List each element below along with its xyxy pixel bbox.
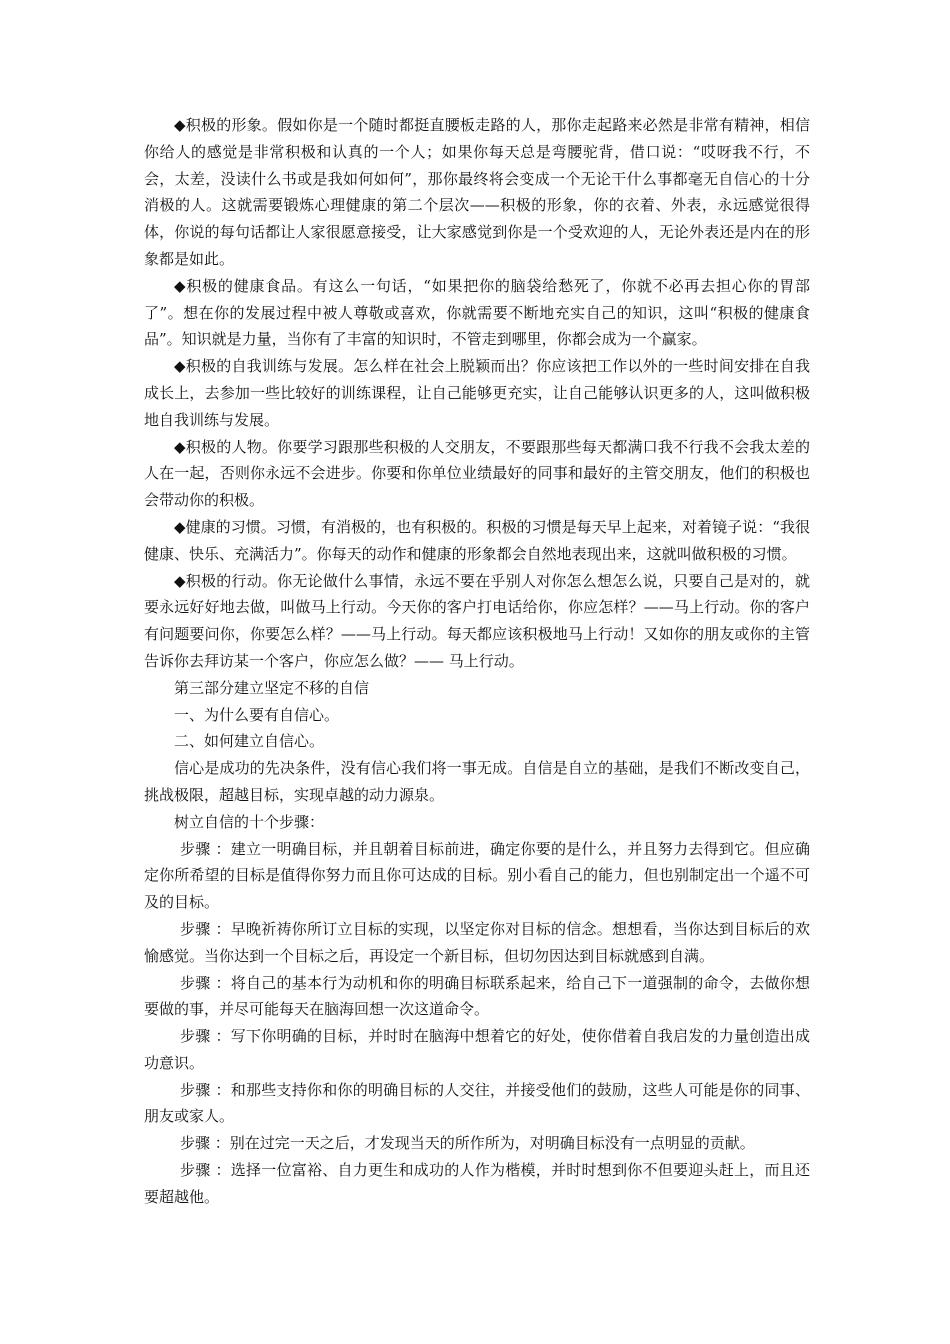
step-item: 步骤 ：将自己的基本行为动机和你的明确目标联系起来，给自己下一道强制的命令，去做你想要做的事，并尽可能每天在脑海回想一次这道命令。 xyxy=(144,973,810,1019)
step-item: 步骤 ：选择一位富裕、自力更生和成功的人作为楷模，并时时想到你不但要迎头赶上，而且还要超越他。 xyxy=(144,1161,810,1206)
subheading-why-confidence: 一、为什么要有自信心。 xyxy=(174,705,340,724)
step-item: 步骤 ：和那些支持你和你的明确目标的人交往，并接受他们的鼓励，这些人可能是你的同事、朋友或家人。 xyxy=(144,1080,810,1126)
section-heading: 第三部分建立坚定不移的自信 xyxy=(174,678,370,697)
paragraph-self-training: ◆积极的自我训练与发展。怎么样在社会上脱颖而出？你应该把工作以外的一些时间安排在自我成长上，去参加一些比较好的训练课程，让自己能够更充实，让自己能够认识更多的人，这叫做积极地自我训练与发展。 xyxy=(144,357,810,429)
step-item: 步骤 ：写下你明确的目标，并时时在脑海中想着它的好处，使你借着自我启发的力量创造出成功意识。 xyxy=(144,1027,810,1072)
paragraph-positive-image: ◆积极的形象。假如你是一个随时都挺直腰板走路的人，那你走起路来必然是非常有精神，相信你给人的感觉是非常积极和认真的一个人；如果你每天总是弯腰驼背，借口说：“哎呀我不行，不会，太差，没读什么书或是我如何如何”，那你最终将会变成一个无论干什么事都毫无自信心的十分消极的人。这就需要锻炼心理健康的第二个层次——积极的形象，你的衣着、外表，永远感觉很得体，你说的每句话都让人家很愿意接受，让大家感觉到你是一个受欢迎的人，无论外表还是内在的形象都是如此。 xyxy=(144,116,810,268)
paragraph-ten-steps-intro: 树立自信的十个步骤： xyxy=(174,812,325,831)
document-page xyxy=(144,112,810,1211)
step-item: 步骤 ：早晚祈祷你所订立目标的实现，以坚定你对目标的信念。想想看，当你达到目标后的欢愉感觉。当你达到一个目标之后，再设定一个新目标，但切勿因达到目标就感到自满。 xyxy=(144,919,810,965)
paragraph-healthy-habits: ◆健康的习惯。习惯，有消极的，也有积极的。积极的习惯是每天早上起来，对着镜子说：“我很健康、快乐、充满活力”。你每天的动作和健康的形象都会自然地表现出来，这就叫做积极的习惯。 xyxy=(144,517,810,563)
step-item: 步骤 ：别在过完一天之后，才发现当天的所作所为，对明确目标没有一点明显的贡献。 xyxy=(180,1134,755,1153)
paragraph-positive-people: ◆积极的人物。你要学习跟那些积极的人交朋友，不要跟那些每天都满口我不行我不会我太差的人在一起，否则你永远不会进步。你要和你单位业绩最好的同事和最好的主管交朋友，他们的积极也会带动你的积极。 xyxy=(144,437,810,510)
paragraph-healthy-food: ◆积极的健康食品。有这么一句话，“如果把你的脑袋给愁死了，你就不必再去担心你的胃部了”。想在你的发展过程中被人尊敬或喜欢，你就需要不断地充实自己的知识，这叫“积极的健康食品”。知识就是力量，当你有了丰富的知识时，不管走到哪里，你都会成为一个赢家。 xyxy=(144,276,810,349)
paragraph-positive-action: ◆积极的行动。你无论做什么事情，永远不要在乎别人对你怎么想怎么说，只要自己是对的，就要永远好好地去做，叫做马上行动。今天你的客户打电话给你，你应怎样？——马上行动。你的客户有问题要问你，你要怎么样？——马上行动。每天都应该积极地马上行动！又如你的朋友或你的主管告诉你去拜访某一个客户，你应怎么做？—— 马上行动。 xyxy=(144,571,810,670)
subheading-how-confidence: 二、如何建立自信心。 xyxy=(174,732,325,751)
paragraph-confidence-intro: 信心是成功的先决条件，没有信心我们将一事无成。自信是自立的基础，是我们不断改变自己，挑战极限，超越目标，实现卓越的动力源泉。 xyxy=(144,759,810,804)
step-item: 步骤 ：建立一明确目标，并且朝着目标前进，确定你要的是什么，并且努力去得到它。但应确定你所希望的目标是值得你努力而且你可达成的目标。别小看自己的能力，但也别制定出一个遥不可及的目标。 xyxy=(144,839,810,912)
